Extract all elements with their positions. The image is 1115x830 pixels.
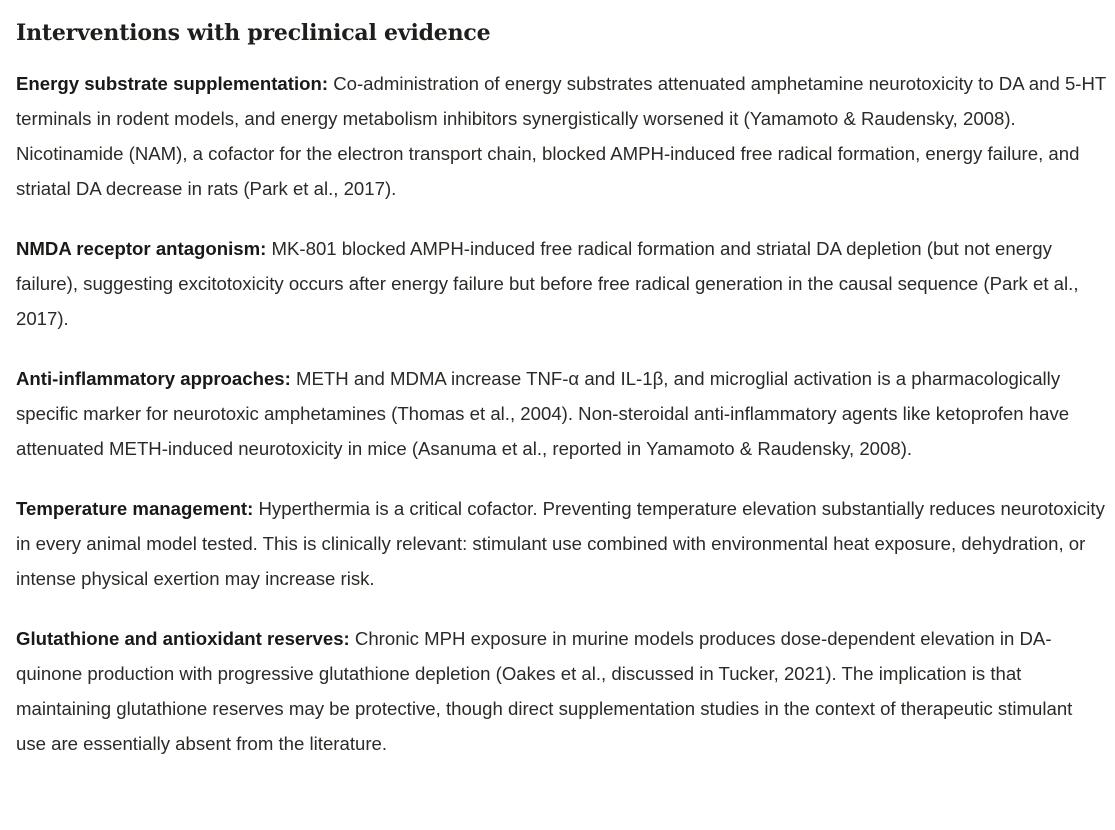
paragraph-text: Co-administration of energy substrates attenuated amphetamine neurotoxicity to DA and 5-HT terminals in rodent models, and energy metabolism inhibitors synergistically worsened it (Yamamoto & Raudensky, 2008). Nicotinamide (NAM), a cofactor for the electron transport chain, blocked AMPH-induced free radical formation, energy failure, and striatal DA decrease in rats (Park et al., 2017). <box>16 73 1106 199</box>
paragraph-lead: NMDA receptor antagonism: <box>16 238 267 259</box>
paragraph-lead: Glutathione and antioxidant reserves: <box>16 628 350 649</box>
paragraph-lead: Energy substrate supplementation: <box>16 73 329 94</box>
paragraph-text: Hyperthermia is a critical cofactor. Preventing temperature elevation substantially reduces neurotoxicity in every animal model tested. This is clinically relevant: stimulant use combined with environmental heat exposure, dehydration, or intense physical exertion may increase risk. <box>16 498 1105 589</box>
paragraph-energy-substrate <box>16 66 1106 206</box>
paragraph-text: METH and MDMA increase TNF-α and IL-1β, and microglial activation is a pharmacologically specific marker for neurotoxic amphetamines (Thomas et al., 2004). Non-steroidal anti-inflammatory agents like ketoprofen have attenuated METH-induced neurotoxicity in mice (Asanuma et al., reported in Yamamoto & Raudensky, 2008). <box>16 368 1070 459</box>
paragraph-text: MK-801 blocked AMPH-induced free radical formation and striatal DA depletion (but not energy failure), suggesting excitotoxicity occurs after energy failure but before free radical generation in the causal sequence (Park et al., 2017). <box>16 238 1079 329</box>
section-heading: Interventions with preclinical evidence <box>16 20 491 46</box>
paragraph-nmda-antagonism <box>16 231 1106 336</box>
paragraph-anti-inflammatory <box>16 361 1106 466</box>
paragraph-glutathione <box>16 621 1106 761</box>
paragraph-temperature <box>16 491 1106 596</box>
paragraph-lead: Temperature management: <box>16 498 254 519</box>
paragraph-lead: Anti-inflammatory approaches: <box>16 368 291 389</box>
document-body <box>16 14 1106 786</box>
paragraph-text: Chronic MPH exposure in murine models produces dose-dependent elevation in DA-quinone production with progressive glutathione depletion (Oakes et al., discussed in Tucker, 2021). The implication is that maintaining glutathione reserves may be protective, though direct supplementation studies in the context of therapeutic stimulant use are essentially absent from the literature. <box>16 628 1073 754</box>
